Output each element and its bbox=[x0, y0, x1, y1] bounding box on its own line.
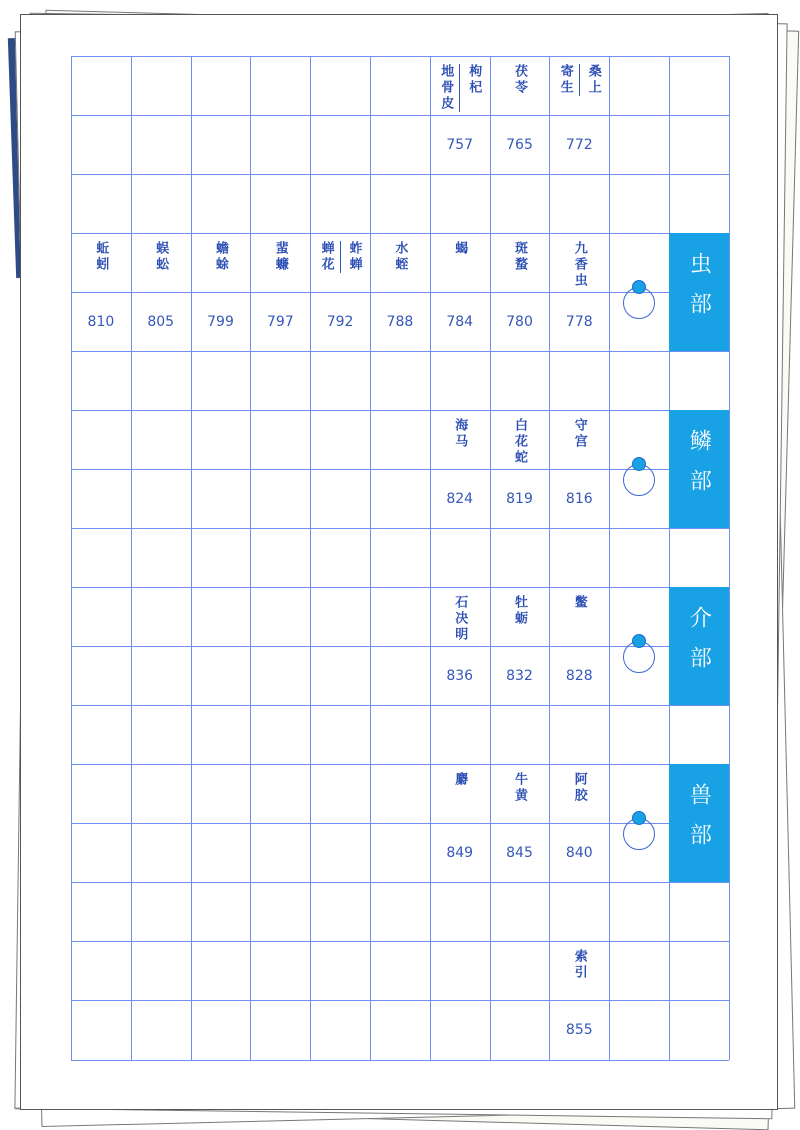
entry-name-cell bbox=[430, 233, 490, 292]
entry-page-cell bbox=[490, 646, 550, 705]
entry-name-part: 斑蝥 bbox=[511, 241, 527, 273]
entry-page-number[interactable]: 757 bbox=[446, 136, 474, 153]
section-tab bbox=[669, 233, 729, 351]
entry-name[interactable] bbox=[500, 595, 538, 627]
binder-hole-icon bbox=[632, 811, 646, 825]
entry-page-number[interactable]: 799 bbox=[207, 313, 234, 330]
grid-column-line bbox=[549, 56, 550, 1060]
grid-column-line bbox=[669, 56, 670, 1060]
entry-name-cell bbox=[490, 587, 550, 646]
entry-page-number[interactable]: 788 bbox=[386, 313, 414, 330]
entry-page-number[interactable]: 819 bbox=[506, 490, 533, 507]
entry-name[interactable] bbox=[537, 64, 622, 96]
entry-name-part: 九香虫 bbox=[571, 241, 587, 289]
grid-column-line bbox=[191, 56, 192, 1060]
grid-row-line bbox=[71, 115, 729, 116]
grid-row-line bbox=[71, 1060, 729, 1061]
entry-name-cell bbox=[131, 233, 191, 292]
entry-page-cell bbox=[549, 115, 609, 174]
entry-page-number[interactable]: 772 bbox=[565, 136, 593, 153]
entry-name-cell bbox=[430, 56, 490, 115]
entry-page-cell bbox=[430, 646, 490, 705]
entry-name[interactable] bbox=[82, 241, 120, 273]
entry-name-part: 白花蛇 bbox=[511, 418, 527, 466]
entry-name[interactable] bbox=[491, 418, 548, 466]
entry-page-cell bbox=[490, 823, 550, 882]
entry-name-cell bbox=[430, 410, 490, 469]
entry-name-cell bbox=[549, 764, 609, 823]
grid-row-line bbox=[71, 882, 729, 883]
entry-page-cell bbox=[549, 1000, 609, 1060]
entry-name-cell bbox=[549, 941, 609, 1000]
entry-name-cell bbox=[430, 764, 490, 823]
entry-page-cell bbox=[430, 469, 490, 528]
grid-row-line bbox=[71, 1000, 729, 1001]
entry-name-part: 蝎 bbox=[452, 241, 468, 257]
entry-page-number[interactable]: 845 bbox=[506, 844, 533, 861]
entry-name[interactable] bbox=[500, 241, 538, 273]
grid-row-line bbox=[71, 174, 729, 175]
entry-name[interactable] bbox=[201, 241, 239, 273]
grid-row-line bbox=[71, 410, 729, 411]
entry-name-part: 鳖 bbox=[571, 595, 587, 611]
index-page-number[interactable]: 855 bbox=[565, 1022, 593, 1038]
entry-page-number[interactable]: 797 bbox=[266, 313, 294, 330]
entry-page-cell bbox=[549, 292, 609, 351]
entry-name-part: 蜚蠊 bbox=[272, 241, 288, 273]
entry-page-cell bbox=[191, 292, 251, 351]
entry-page-cell bbox=[430, 292, 490, 351]
entry-name[interactable] bbox=[570, 595, 589, 611]
entry-name-part: 水蛭 bbox=[392, 241, 408, 273]
grid-column-line bbox=[609, 56, 610, 1060]
binder-hole-icon bbox=[632, 457, 646, 471]
binder-hole-icon bbox=[632, 280, 646, 294]
entry-name-part: 牛黄 bbox=[511, 772, 527, 804]
section-tab bbox=[669, 410, 729, 528]
entry-name[interactable] bbox=[298, 241, 383, 273]
entry-name-part: 阿胶 bbox=[571, 772, 587, 804]
entry-page-number[interactable]: 836 bbox=[446, 667, 474, 684]
entry-name-part: 地骨皮 bbox=[438, 64, 454, 112]
entry-name-part: 枸杞 bbox=[466, 64, 482, 96]
index-page bbox=[20, 14, 778, 1110]
entry-page-cell bbox=[549, 646, 609, 705]
grid-row-line bbox=[71, 351, 729, 352]
grid-column-line bbox=[131, 56, 132, 1060]
grid-row-line bbox=[71, 705, 729, 706]
entry-page-cell bbox=[490, 292, 550, 351]
entry-name[interactable] bbox=[560, 949, 598, 981]
entry-name-cell bbox=[490, 764, 550, 823]
entry-name-part: 茯苓 bbox=[511, 64, 527, 96]
entry-name-cell bbox=[549, 56, 609, 115]
entry-name-cell bbox=[549, 410, 609, 469]
entry-name-part: 蜈蚣 bbox=[153, 241, 169, 273]
entry-name[interactable] bbox=[441, 418, 479, 450]
entry-name[interactable] bbox=[431, 595, 488, 643]
entry-name-part: 蚯蚓 bbox=[93, 241, 109, 273]
entry-name-cell bbox=[71, 233, 131, 292]
section-title: 介部 bbox=[686, 606, 712, 686]
grid-column-line bbox=[729, 56, 730, 1060]
entry-name-separator bbox=[340, 241, 341, 273]
entry-page-number[interactable]: 828 bbox=[565, 667, 593, 684]
grid-row-line bbox=[71, 941, 729, 942]
grid-column-line bbox=[430, 56, 431, 1060]
entry-name-cell bbox=[191, 233, 251, 292]
grid-column-line bbox=[490, 56, 491, 1060]
entry-name-part: 寄生 bbox=[557, 64, 573, 96]
entry-name-part: 海马 bbox=[452, 418, 468, 450]
entry-page-cell bbox=[370, 292, 430, 351]
grid-column-line bbox=[310, 56, 311, 1060]
entry-name-cell bbox=[250, 233, 310, 292]
entry-name-part: 桑上 bbox=[585, 64, 601, 96]
entry-name[interactable] bbox=[551, 241, 608, 289]
entry-name-part: 牡蛎 bbox=[511, 595, 527, 627]
entry-page-cell bbox=[71, 292, 131, 351]
entry-page-number[interactable]: 792 bbox=[326, 313, 354, 330]
entry-page-number[interactable]: 849 bbox=[446, 844, 474, 861]
entry-name-part: 石决明 bbox=[452, 595, 468, 643]
grid-row-line bbox=[71, 764, 729, 765]
section-tab bbox=[669, 587, 729, 705]
section-title: 虫部 bbox=[686, 252, 712, 332]
entry-page-number[interactable]: 824 bbox=[446, 490, 474, 507]
entry-name[interactable] bbox=[261, 241, 299, 273]
grid-column-line bbox=[250, 56, 251, 1060]
entry-page-number[interactable]: 840 bbox=[565, 844, 593, 861]
entry-page-cell bbox=[490, 469, 550, 528]
grid-column-line bbox=[370, 56, 371, 1060]
entry-name[interactable] bbox=[560, 772, 598, 804]
entry-name-separator bbox=[579, 64, 580, 96]
entry-name-separator bbox=[459, 64, 460, 112]
entry-page-number[interactable]: 780 bbox=[506, 313, 533, 330]
entry-page-cell bbox=[131, 292, 191, 351]
entry-page-cell bbox=[490, 115, 550, 174]
entry-name-part: 蝉花 bbox=[318, 241, 334, 273]
entry-name-cell bbox=[490, 410, 550, 469]
entry-page-number[interactable]: 805 bbox=[147, 313, 175, 330]
entry-page-cell bbox=[430, 115, 490, 174]
entry-page-number[interactable]: 816 bbox=[565, 490, 593, 507]
entry-name-cell bbox=[310, 233, 370, 292]
entry-name[interactable] bbox=[142, 241, 180, 273]
entry-page-number[interactable]: 765 bbox=[506, 136, 533, 153]
entry-name-cell bbox=[549, 233, 609, 292]
section-title: 鳞部 bbox=[686, 429, 712, 509]
entry-name[interactable] bbox=[500, 772, 538, 804]
entry-page-cell bbox=[310, 292, 370, 351]
entry-name-cell bbox=[430, 587, 490, 646]
entry-name-part: 蟾蜍 bbox=[212, 241, 228, 273]
section-title: 兽部 bbox=[686, 783, 712, 863]
entry-name-cell bbox=[490, 233, 550, 292]
entry-name[interactable] bbox=[450, 241, 469, 257]
entry-name-part: 守宫 bbox=[571, 418, 587, 450]
entry-name[interactable] bbox=[450, 772, 469, 788]
entry-name[interactable] bbox=[408, 64, 512, 112]
entry-name-cell bbox=[549, 587, 609, 646]
entry-page-cell bbox=[549, 469, 609, 528]
grid-row-line bbox=[71, 587, 729, 588]
entry-page-number[interactable]: 778 bbox=[565, 313, 593, 330]
grid-row-line bbox=[71, 528, 729, 529]
entry-page-cell bbox=[250, 292, 310, 351]
grid-row-line bbox=[71, 56, 729, 57]
entry-name-part: 麝 bbox=[452, 772, 468, 788]
entry-name-part: 蚱蝉 bbox=[346, 241, 362, 273]
entry-name[interactable] bbox=[560, 418, 598, 450]
section-tab bbox=[669, 764, 729, 882]
grid-column-line bbox=[71, 56, 72, 1060]
entry-page-cell bbox=[430, 823, 490, 882]
entry-page-number[interactable]: 832 bbox=[506, 667, 533, 684]
entry-page-cell bbox=[549, 823, 609, 882]
binder-hole-icon bbox=[632, 634, 646, 648]
entry-name-part: 索引 bbox=[571, 949, 587, 981]
entry-name[interactable] bbox=[381, 241, 419, 273]
entry-page-number[interactable]: 810 bbox=[87, 313, 115, 330]
entry-page-number[interactable]: 784 bbox=[446, 313, 474, 330]
